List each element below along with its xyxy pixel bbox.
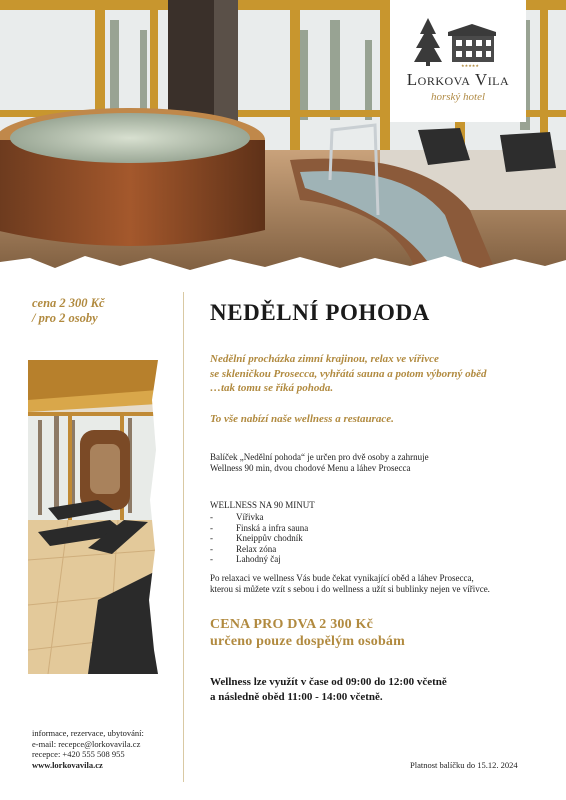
wellness-heading: WELLNESS NA 90 MINUT	[210, 500, 315, 510]
sidebar-price	[32, 296, 105, 326]
package-description	[210, 452, 540, 474]
logo-stars: ★★★★★	[461, 63, 479, 68]
sidebar-price-persons: / pro 2 osoby	[32, 311, 98, 325]
villa-logo-icon	[408, 14, 508, 68]
intro-text	[210, 352, 550, 396]
validity-note: Platnost balíčku do 15.12. 2024	[410, 760, 518, 770]
column-divider	[183, 292, 184, 782]
after-wellness-text	[210, 573, 550, 595]
list-item: - Lahodný čaj	[210, 554, 281, 565]
sidebar-price-amount: cena 2 300 Kč	[32, 296, 105, 310]
offer-text: To vše nabízí naše wellness a restaurace.	[210, 413, 394, 425]
hotel-logo[interactable]	[390, 0, 526, 122]
intro-line: …tak tomu se říká pohoda.	[210, 382, 334, 394]
hours-line: a následně oběd 11:00 - 14:00 včetně.	[210, 690, 383, 703]
list-item: - Relax zóna	[210, 543, 277, 554]
list-item: - Finská a infra sauna	[210, 522, 309, 533]
package-line: Wellness 90 min, dvou chodové Menu a láhev Prosecca	[210, 463, 411, 473]
page-title: NEDĚLNÍ POHODA	[210, 300, 430, 325]
intro-line: Nedělní procházka zimní krajinou, relax ve vířivce	[210, 353, 439, 365]
contact-info	[32, 728, 144, 770]
after-line: kterou si můžete vzít s sebou i do wellness a užít si bublinky nejen ve vířivce.	[210, 584, 490, 594]
hours-line: Wellness lze využít v čase od 09:00 do 12:00 včetně	[210, 676, 447, 688]
logo-subtitle: horský hotel	[430, 91, 486, 103]
main-price-amount: CENA PRO DVA 2 300 Kč	[210, 617, 374, 632]
contact-phone[interactable]: recepce: +420 555 508 955	[32, 749, 125, 759]
wellness-item-label: Kneippův chodník	[236, 533, 303, 544]
contact-email[interactable]: e-mail: recepce@lorkovavila.cz	[32, 738, 141, 749]
wellness-list	[210, 512, 308, 565]
list-item: - Kneippův chodník	[210, 533, 303, 544]
wellness-item-label: Vířivka	[236, 512, 264, 522]
contact-heading: informace, rezervace, ubytování:	[32, 728, 144, 738]
wellness-item-label: Relax zóna	[236, 543, 277, 554]
opening-hours	[210, 675, 447, 704]
wellness-lounge-photo	[28, 360, 158, 674]
contact-website-link[interactable]: www.lorkovavila.cz	[32, 759, 103, 770]
adults-only-note: určeno pouze dospělým osobám	[210, 634, 405, 649]
intro-line: se skleničkou Prosecca, vyhřátá sauna a potom výborný oběd	[210, 367, 487, 380]
list-item: - Vířivka	[210, 512, 264, 522]
package-line: Balíček „Nedělní pohoda“ je určen pro dvě osoby a zahrnuje	[210, 452, 429, 462]
after-line: Po relaxaci ve wellness Vás bude čekat vynikající oběd a láhev Prosecca,	[210, 573, 474, 583]
logo-name: Lorkova Vila	[406, 70, 510, 89]
main-price	[210, 616, 405, 650]
wellness-item-label: Lahodný čaj	[236, 554, 281, 565]
wellness-item-label: Finská a infra sauna	[236, 522, 309, 533]
lounge-image	[28, 360, 158, 674]
